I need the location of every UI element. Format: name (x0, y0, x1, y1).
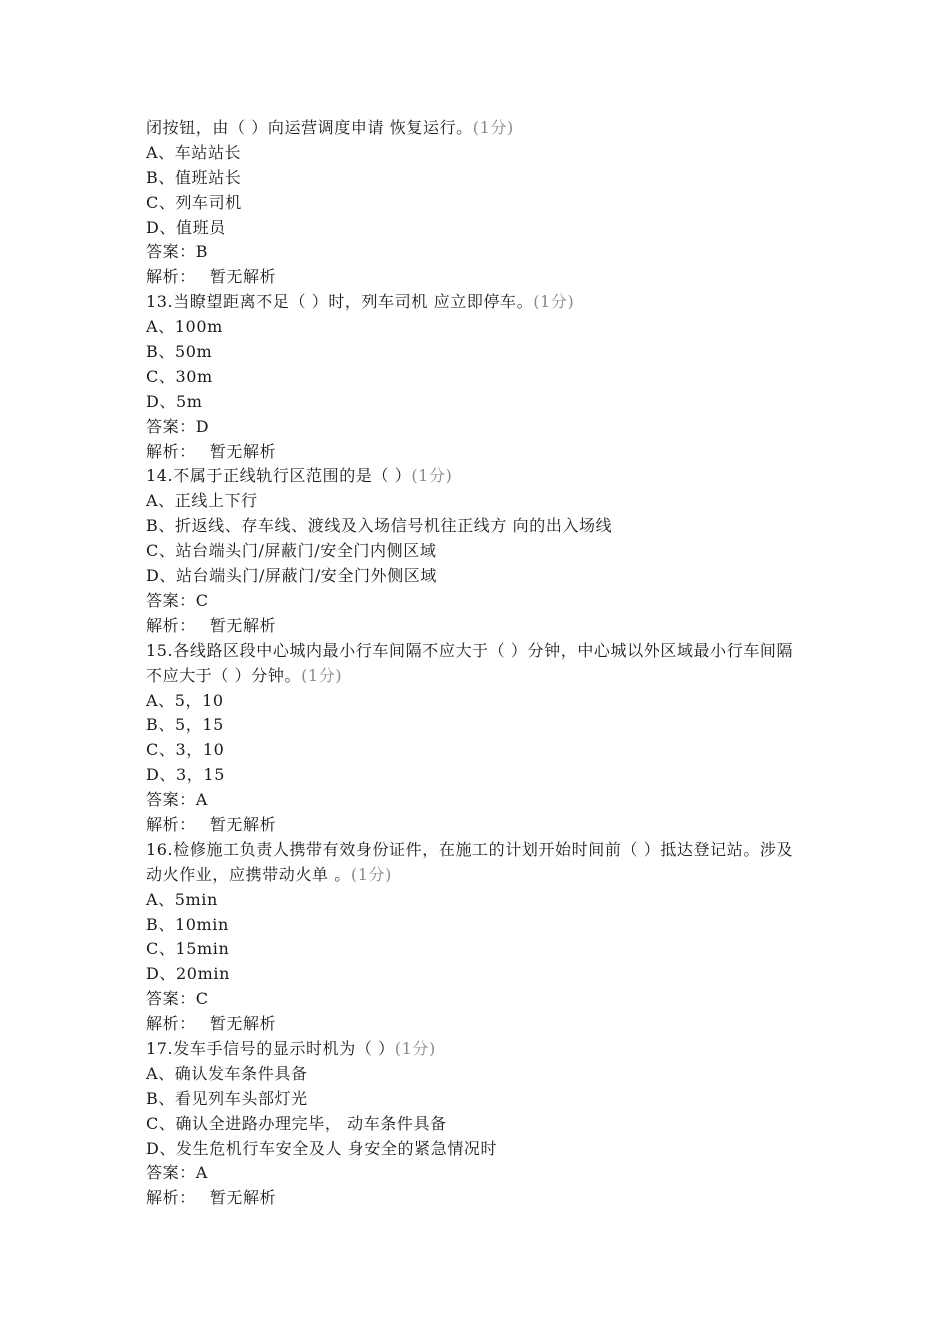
question-continued (146, 116, 826, 290)
option-a: A、车站站长 (146, 142, 242, 162)
stem-text: 17.发车手信号的显示时机为（ ） (146, 1039, 395, 1059)
score-label: (1分) (533, 292, 575, 312)
analysis-text: 暂无解析 (209, 1014, 277, 1034)
option-c: C、列车司机 (146, 192, 242, 212)
stem-text: 14.不属于正线轨行区范围的是（ ） (146, 466, 412, 486)
answer: 答案：A (146, 1163, 208, 1183)
analysis-label: 解析： (146, 1188, 196, 1208)
option-a: A、5min (146, 889, 218, 909)
question-stem (146, 464, 826, 489)
option-d: D、站台端头门/屏蔽门/安全门外侧区域 (146, 566, 438, 586)
question-17 (146, 1037, 826, 1211)
option-d: D、20min (146, 964, 230, 984)
stem-text: 15.各线路区段中心城内最小行车间隔不应大于（ ）分钟，中心城以外区域最小行车间隔不应大于（ ）分钟。 (146, 640, 794, 685)
option-b: B、10min (146, 914, 229, 934)
stem-text: 13.当瞭望距离不足（ ）时，列车司机 应立即停车。 (146, 292, 534, 312)
analysis-text: 暂无解析 (209, 267, 277, 287)
option-d: D、值班员 (146, 217, 226, 237)
option-c: C、15min (146, 939, 230, 959)
option-c: C、站台端头门/屏蔽门/安全门内侧区域 (146, 541, 437, 561)
analysis (146, 1186, 826, 1211)
option-a: A、100m (146, 317, 223, 337)
question-15 (146, 639, 826, 838)
question-stem (146, 838, 806, 888)
answer: 答案：C (146, 590, 209, 610)
option-d: D、5m (146, 391, 203, 411)
question-stem (146, 290, 826, 315)
option-a: A、确认发车条件具备 (146, 1063, 308, 1083)
analysis-label: 解析： (146, 1014, 196, 1034)
option-d: D、3，15 (146, 765, 225, 785)
option-b: B、折返线、存车线、渡线及入场信号机往正线方 向的出入场线 (146, 516, 613, 536)
score-label: (1分) (301, 665, 343, 685)
option-b: B、50m (146, 342, 213, 362)
option-c: C、确认全进路办理完毕， 动车条件具备 (146, 1113, 447, 1133)
analysis (146, 813, 826, 838)
option-b: B、看见列车头部灯光 (146, 1088, 308, 1108)
answer: 答案：A (146, 790, 208, 810)
option-c: C、3，10 (146, 740, 225, 760)
option-a: A、正线上下行 (146, 491, 258, 511)
analysis (146, 614, 826, 639)
option-d: D、发生危机行车安全及人 身安全的紧急情况时 (146, 1138, 498, 1158)
analysis-text: 暂无解析 (209, 1188, 277, 1208)
question-stem (146, 639, 806, 689)
analysis-label: 解析： (146, 814, 196, 834)
stem-text: 闭按钮，由（ ）向运营调度申请 恢复运行。 (146, 118, 473, 137)
stem-text: 16.检修施工负责人携带有效身份证件，在施工的计划开始时间前（ ）抵达登记站。涉及动火作业，应携带动火单 。 (146, 839, 794, 884)
analysis-label: 解析： (146, 441, 196, 461)
analysis-text: 暂无解析 (209, 615, 277, 635)
answer: 答案：B (146, 242, 209, 262)
question-stem (146, 116, 826, 141)
question-16 (146, 838, 826, 1037)
option-c: C、30m (146, 366, 213, 386)
analysis-label: 解析： (146, 615, 196, 635)
option-b: B、值班站长 (146, 167, 242, 187)
score-label: (1分) (411, 466, 453, 486)
score-label: (1分) (394, 1039, 436, 1059)
analysis-text: 暂无解析 (209, 441, 277, 461)
score-label: (1分) (472, 118, 514, 137)
question-stem (146, 1037, 826, 1062)
option-a: A、5，10 (146, 690, 224, 710)
exam-page (146, 116, 826, 1211)
answer: 答案：D (146, 416, 210, 436)
analysis (146, 1012, 826, 1037)
option-b: B、5，15 (146, 715, 224, 735)
analysis-label: 解析： (146, 267, 196, 287)
score-label: (1分) (350, 864, 392, 884)
analysis (146, 265, 826, 290)
question-13 (146, 290, 826, 464)
analysis (146, 440, 826, 465)
analysis-text: 暂无解析 (209, 814, 277, 834)
question-14 (146, 464, 826, 638)
answer: 答案：C (146, 989, 209, 1009)
